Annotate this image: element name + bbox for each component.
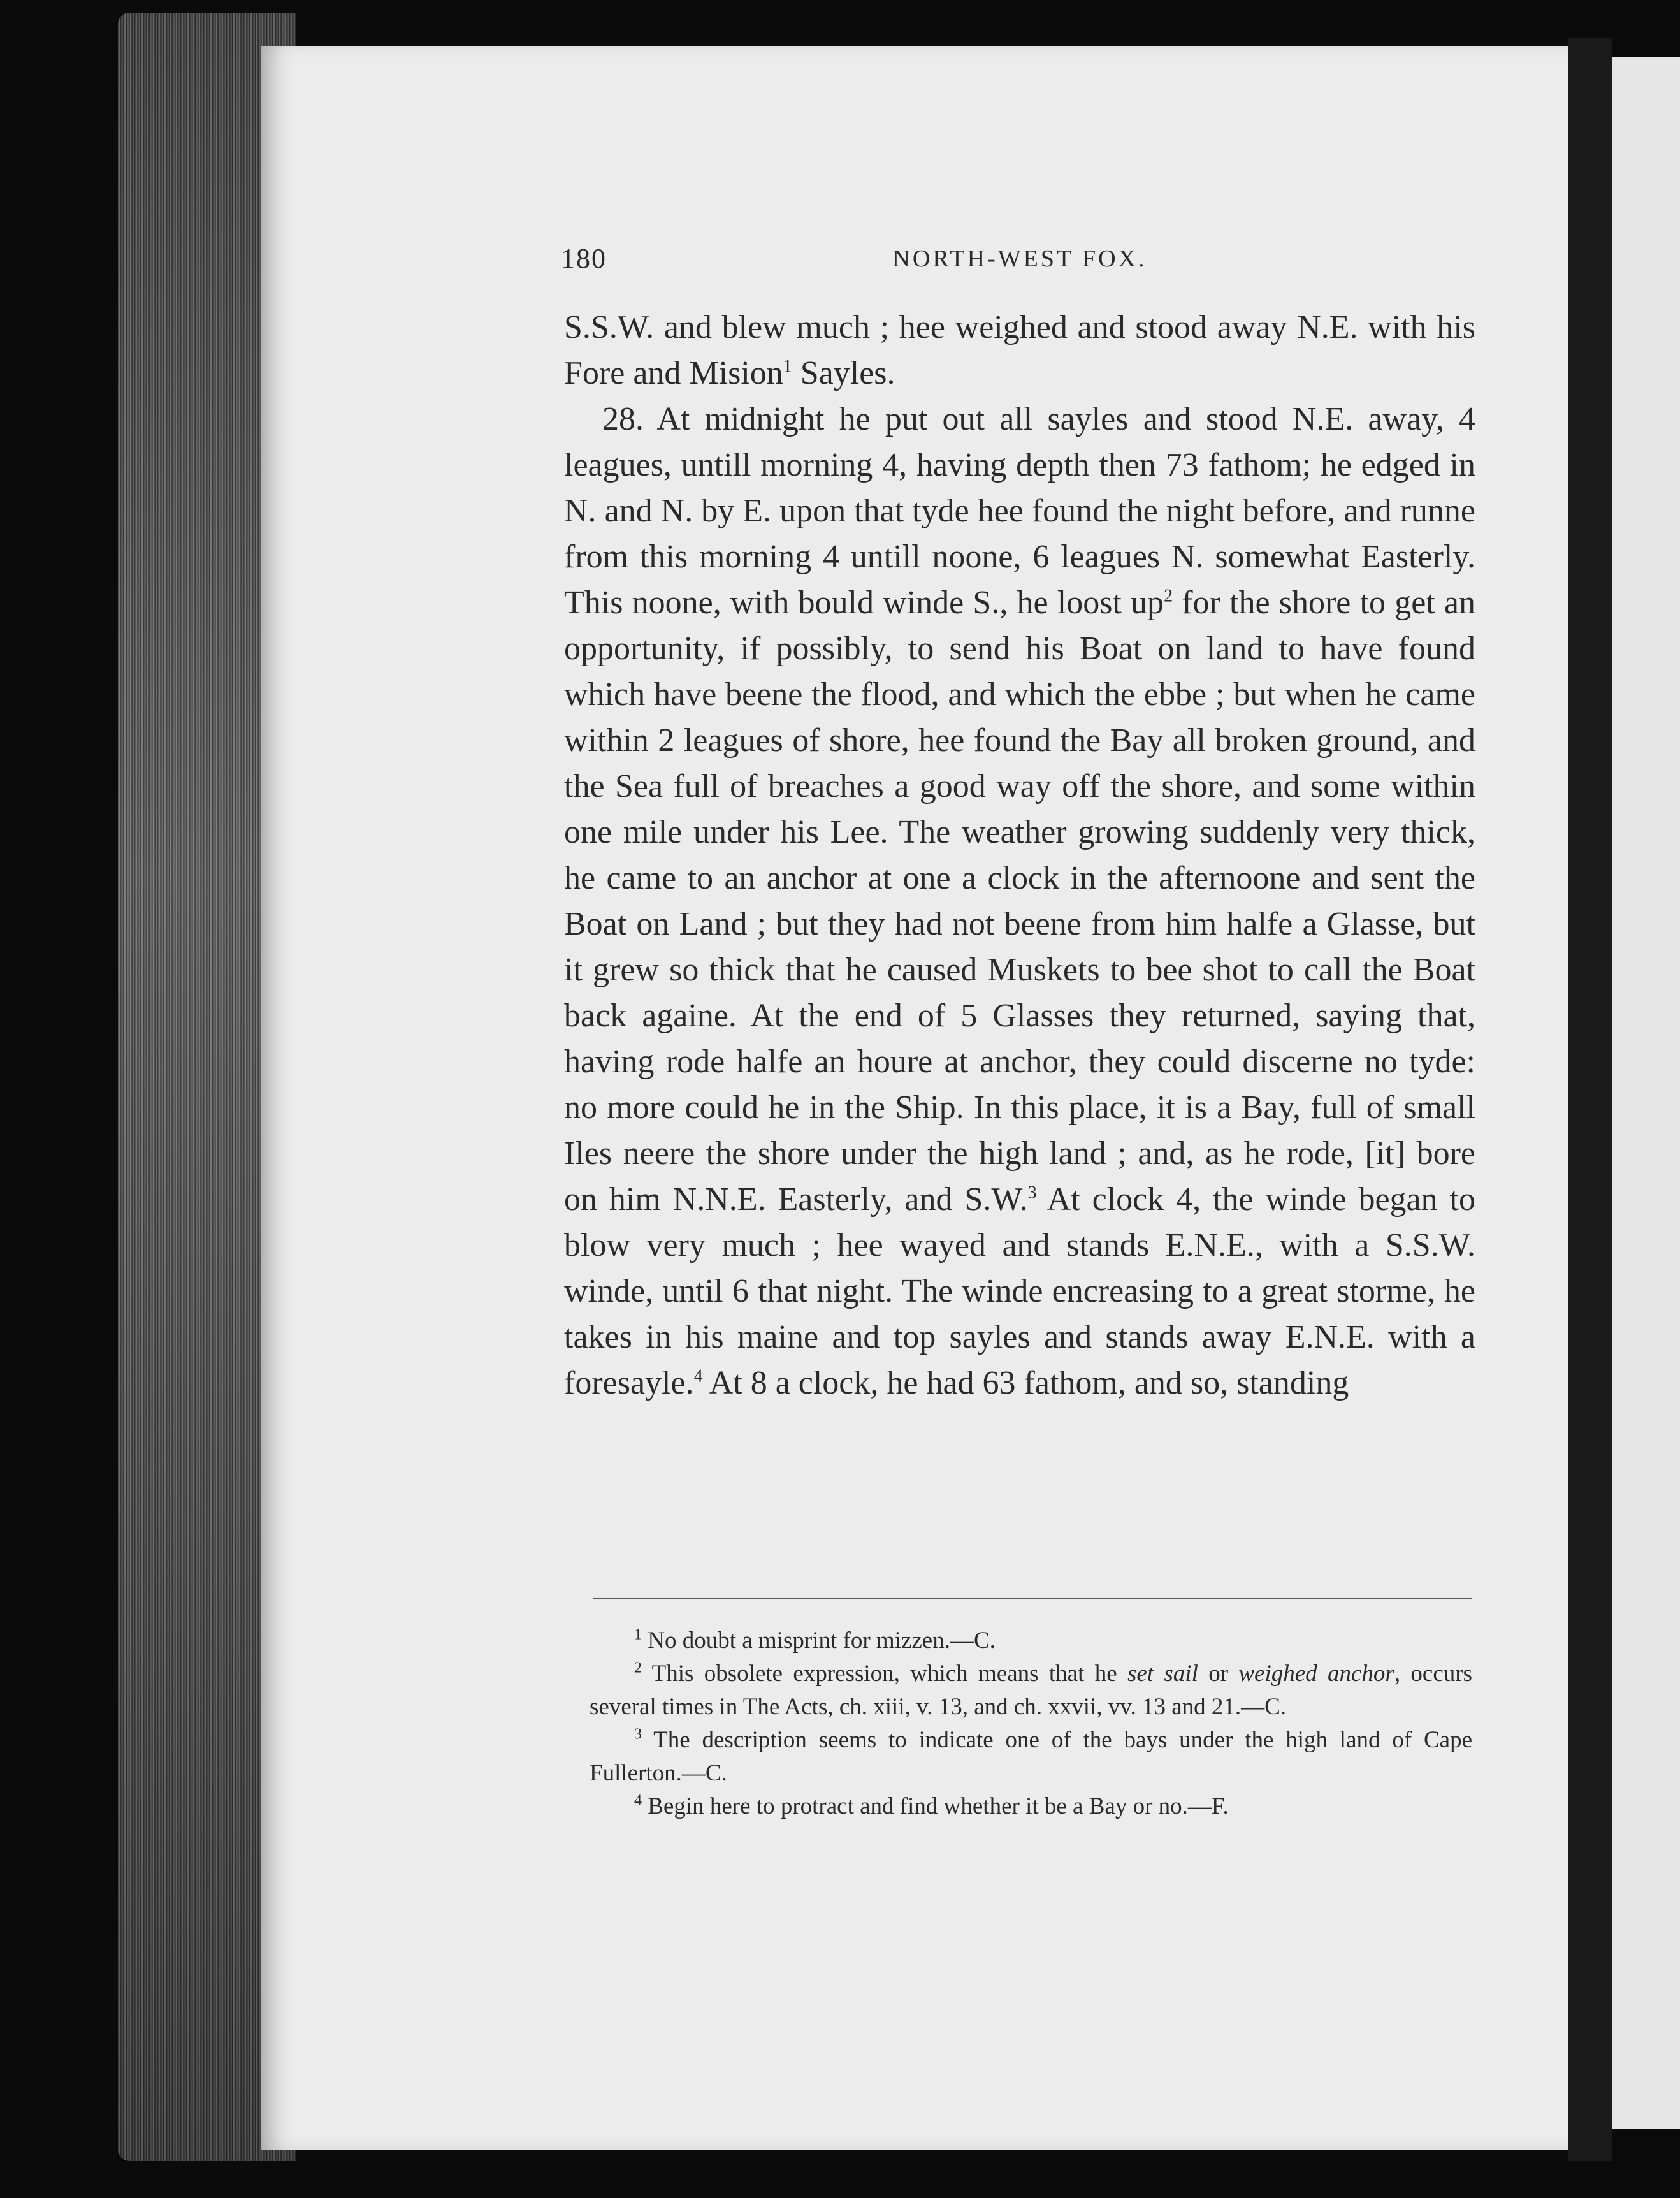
paragraph: 28. At midnight he put out all sayles and stood N.E. away, 4 leagues, untill morning 4, having depth then 73 fathom; he edged in N. and N. by E. upon that tyde hee found the night before, and runne from this morning 4 untill noone, 6 leagues N. somewhat Easterly. This noone, with bould winde S., he loost $up^2$ for the shore to get an opportunity, if possibly, to send his Boat on land to have found which have beene the flood, and which the ebbe ; but when he came within 2 leagues of shore, hee found the Bay all broken ground, and the Sea full of breaches a good way off the shore, and some within one mile under his Lee. The weather growing suddenly very thick, he came to an anchor at one a clock in the afternoone and sent the Boat on Land ; but they had not beene from him halfe a Glasse, but it grew so thick that he caused Muskets to bee shot to call the Boat back againe. At the end of 5 Glasses they returned, saying that, having rode halfe an houre at anchor, they could discerne no tyde: no more could he in the Ship. In this place, it is a Bay, full of small Iles neere the shore under the high land ; and, as he rode, [it] bore on him N.N.E. Easterly, and S.W.$^3$ At clock 4, the winde began to blow very much ; hee wayed and stands E.N.E., with a S.S.W. winde, until 6 that night. The winde encreasing to a great storme, he takes in his maine and top sayles and stands away E.N.E. with a foresayle.$^4$ At 8 a clock, he had 63 fathom, and so, standing: [564, 401, 1475, 1401]
page-number: 180: [561, 243, 607, 274]
footnote-ref: 4: [693, 1366, 703, 1386]
footnote-ref: 2: [1164, 586, 1173, 606]
paragraph: S.S.W. and blew much ; hee weighed and stood away N.E. with his Fore and Mision$^1$ Sayles.: [564, 309, 1475, 391]
footnote: $^4$ Begin here to protract and find whether it be a Bay or no.—F.: [634, 1792, 1229, 1819]
footnote-divider: [593, 1598, 1472, 1599]
footnote-ref: 1: [783, 356, 792, 377]
book-gutter: [1568, 38, 1612, 2161]
body-text: [564, 305, 1475, 1406]
footnote-ref: 3: [1027, 1183, 1037, 1203]
footnote: $^3$ The description seems to indicate one of the bays under the high land of Cape Fullerton.—C.: [590, 1726, 1472, 1786]
footnote: $^1$ No doubt a misprint for mizzen.—C.: [634, 1626, 996, 1654]
page-header: [561, 242, 1479, 280]
running-head: NORTH-WEST FOX.: [892, 245, 1147, 272]
footnotes: [590, 1624, 1472, 1823]
facing-page-edge: [1612, 57, 1680, 2129]
footnote: $^2$ This obsolete expression, which means that he set sail or weighed anchor, occurs several times in The Acts, ch. xiii, v. 13, and ch. xxvii, vv. 13 and 21.—C.: [590, 1659, 1472, 1720]
